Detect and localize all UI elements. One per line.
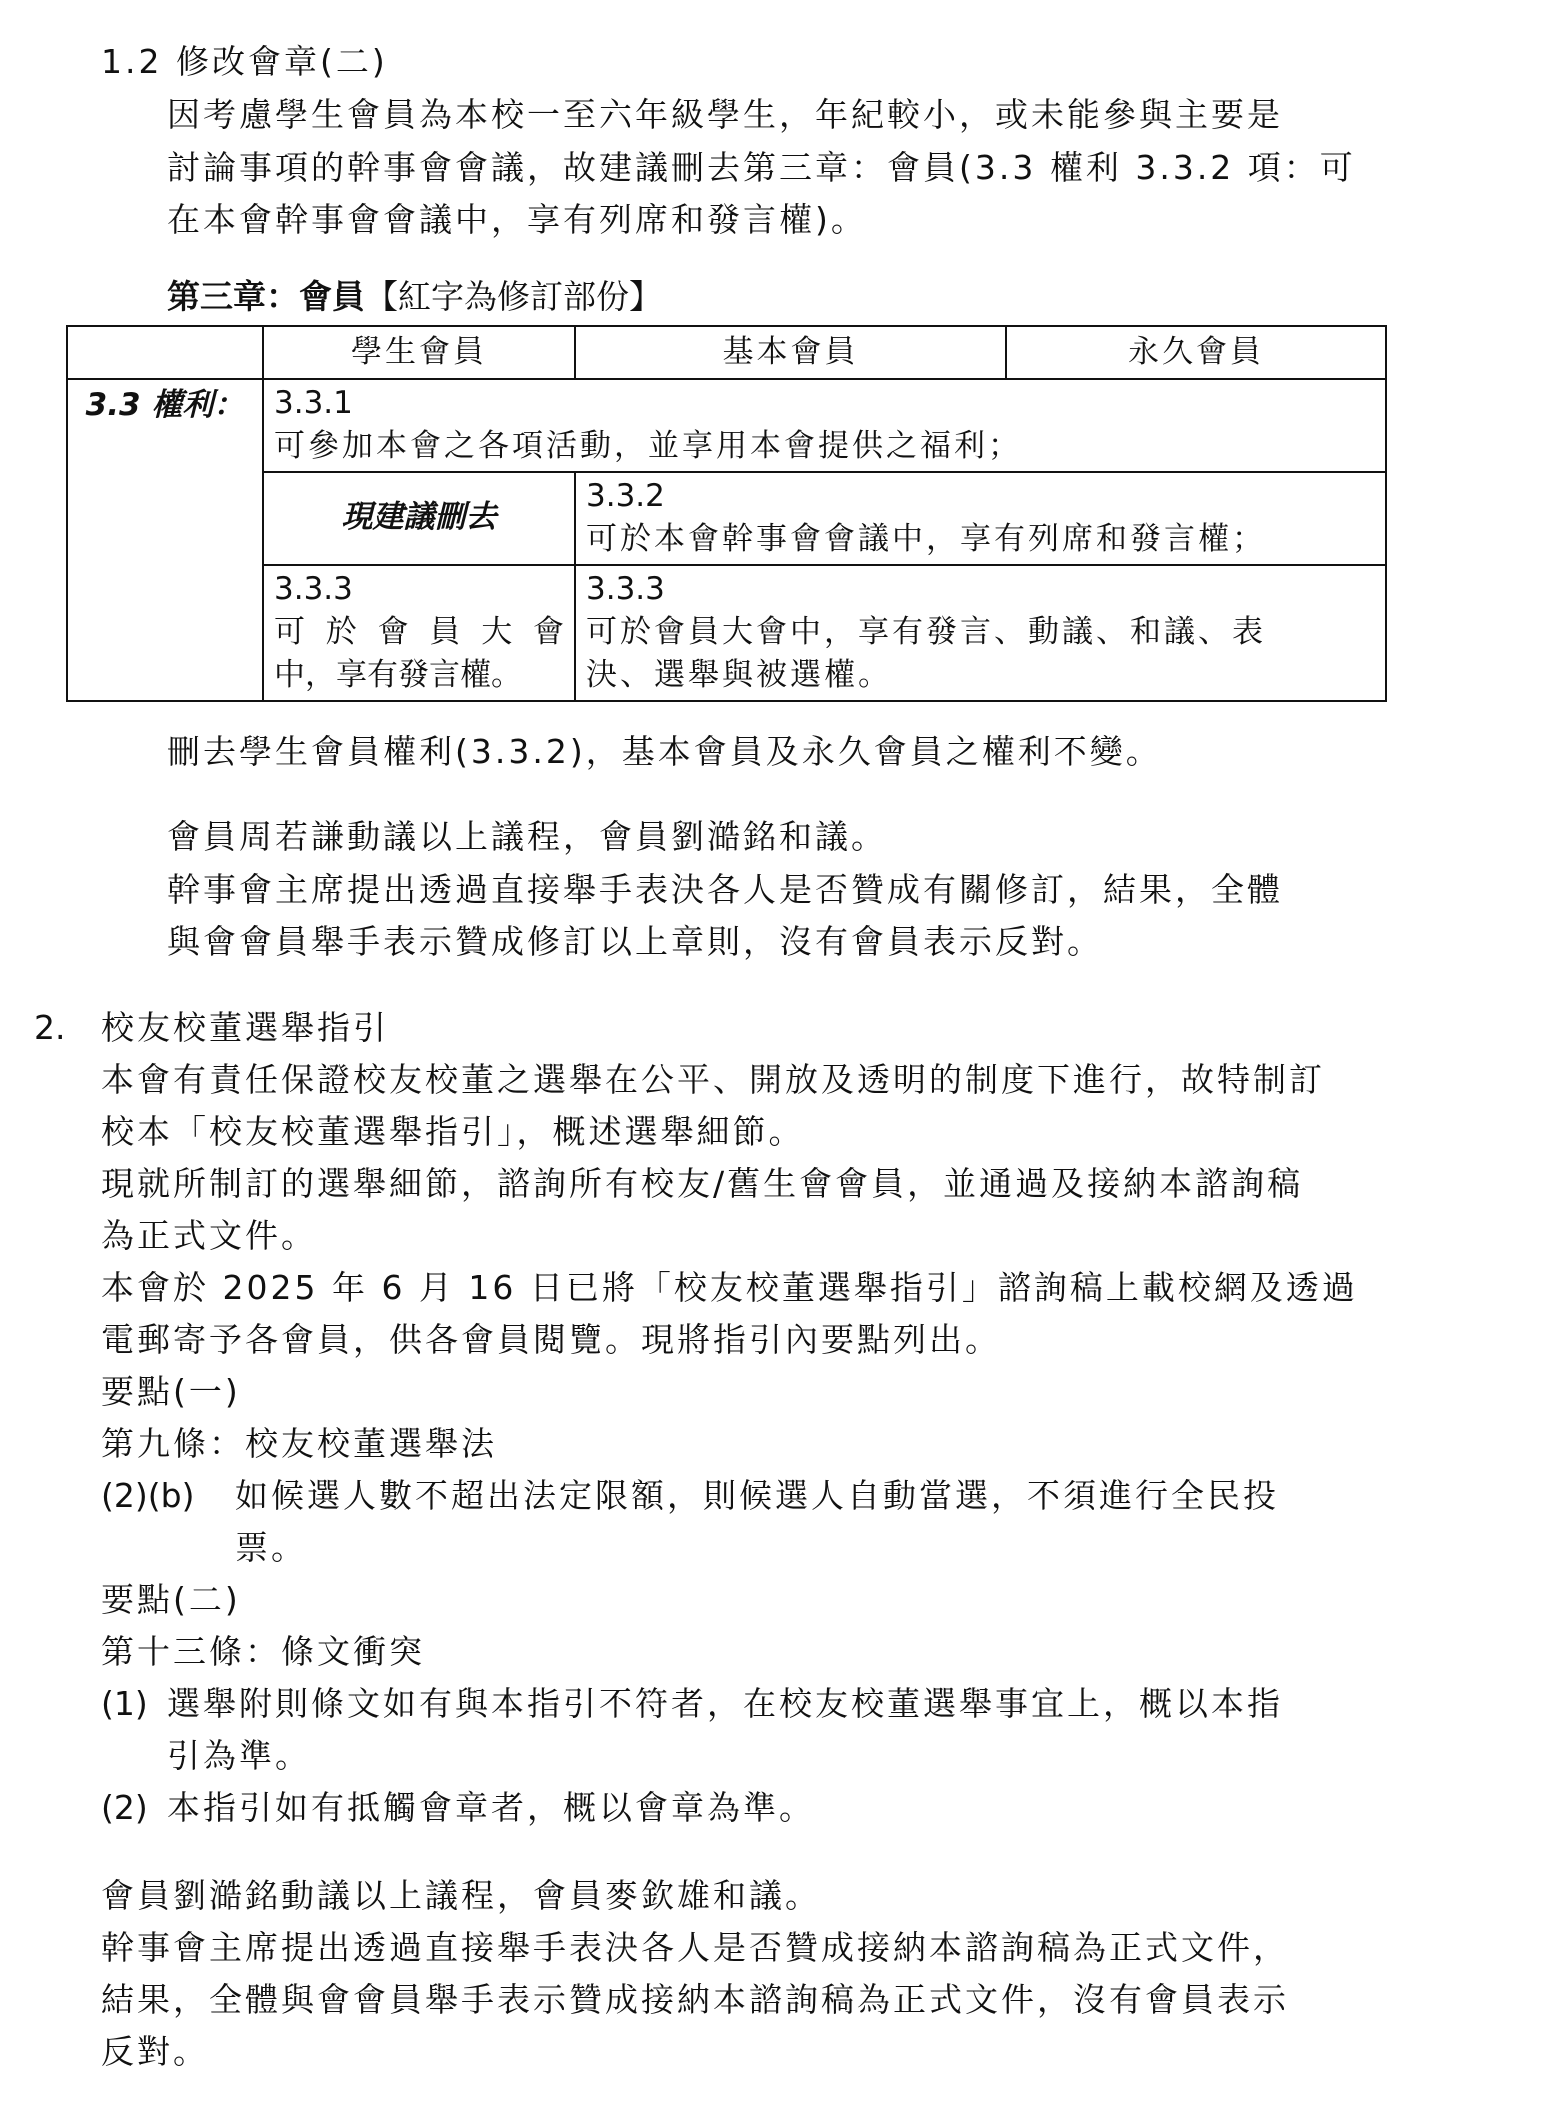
section-1-2-para-line: 討論事項的幹事會會議，故建議刪去第三章：會員(3.3 權利 3.3.2 項：可 — [167, 148, 1356, 187]
section-1-2-para-line: 在本會幹事會會議中，享有列席和發言權)。 — [167, 200, 867, 239]
article-9-heading: 第九條：校友校董選舉法 — [101, 1424, 497, 1463]
section-1-2-vote-line: 幹事會主席提出透過直接舉手表決各人是否贊成有關修訂，結果，全體 — [167, 870, 1283, 909]
clause-number: 3.3.3 — [274, 570, 353, 607]
section-1-2-vote-line: 與會會員舉手表示贊成修訂以上章則，沒有會員表示反對。 — [167, 922, 1103, 961]
article-13-item-1-label: (1) — [101, 1684, 148, 1723]
table-title — [167, 277, 662, 317]
point-1-heading: 要點(一) — [101, 1372, 241, 1411]
after-table-note: 刪去學生會員權利(3.3.2)，基本會員及永久會員之權利不變。 — [167, 732, 1162, 771]
article-13-heading: 第十三條：條文衝突 — [101, 1632, 425, 1671]
article-13-item-2-text: 本指引如有抵觸會章者，概以會章為準。 — [167, 1788, 815, 1827]
section-2-vote-line: 結果，全體與會會員舉手表示贊成接納本諮詢稿為正式文件，沒有會員表示 — [101, 1980, 1289, 2019]
clause-text: 可於會員大會 — [274, 613, 564, 650]
section-1-2-heading: 1.2 修改會章(二) — [101, 42, 388, 81]
clause-text: 可於會員大會中，享有發言、動議、和議、表 — [586, 613, 1266, 650]
section-2-title: 校友校董選舉指引 — [101, 1008, 389, 1047]
section-2-line: 校本「校友校董選舉指引」，概述選舉細節。 — [101, 1112, 805, 1151]
clause-number: 3.3.3 — [586, 570, 665, 607]
clause-text: 可於本會幹事會會議中，享有列席和發言權； — [586, 521, 1266, 558]
article-9-item-text: 如候選人數不超出法定限額，則候選人自動當選，不須進行全民投 — [235, 1476, 1279, 1515]
section-2-line: 本會於 2025 年 6 月 16 日已將「校友校董選舉指引」諮詢稿上載校網及透過 — [101, 1268, 1358, 1307]
section-2-number: 2. — [34, 1008, 66, 1047]
article-9-item-text: 票。 — [235, 1528, 307, 1567]
article-9-item-label: (2)(b) — [101, 1476, 195, 1515]
cell-3-3-2 — [575, 472, 1386, 565]
article-13-item-1-text: 選舉附則條文如有與本指引不符者，在校友校董選舉事宜上，概以本指 — [167, 1684, 1283, 1723]
cell-proposed-delete: 現建議刪去 — [263, 472, 575, 565]
row-label-rights: 3.3 權利： — [67, 379, 263, 701]
clause-text: 決、選舉與被選權。 — [586, 657, 892, 694]
section-2-vote-line: 反對。 — [101, 2032, 209, 2071]
section-2-vote-line: 幹事會主席提出透過直接舉手表決各人是否贊成接納本諮詢稿為正式文件， — [101, 1928, 1289, 1967]
table-row-3-3-1 — [67, 379, 1386, 472]
section-2-line: 現就所制訂的選舉細節，諮詢所有校友/舊生會會員，並通過及接納本諮詢稿 — [101, 1164, 1304, 1203]
table-header-basic: 基本會員 — [575, 326, 1006, 379]
chapter-3-members-table — [66, 325, 1387, 702]
table-header-row — [67, 326, 1386, 379]
section-2-line: 本會有責任保證校友校董之選舉在公平、開放及透明的制度下進行，故特制訂 — [101, 1060, 1325, 1099]
clause-text: 中，享有發言權。 — [274, 657, 522, 694]
section-2-line: 為正式文件。 — [101, 1216, 317, 1255]
point-2-heading: 要點(二) — [101, 1580, 241, 1619]
section-1-2-para-line: 因考慮學生會員為本校一至六年級學生，年紀較小，或未能參與主要是 — [167, 95, 1283, 134]
cell-3-3-3-student — [263, 565, 575, 701]
cell-3-3-3-basic-permanent — [575, 565, 1386, 701]
clause-number: 3.3.1 — [274, 385, 353, 421]
section-2-line: 電郵寄予各會員，供各會員閱覽。現將指引內要點列出。 — [101, 1320, 1001, 1359]
table-title-main: 第三章：會員 — [167, 277, 365, 316]
table-header-student: 學生會員 — [263, 326, 575, 379]
table-title-note: 【紅字為修訂部份】 — [365, 277, 662, 316]
clause-number: 3.3.2 — [586, 477, 665, 514]
table-header-empty — [67, 326, 263, 379]
article-13-item-1-text: 引為準。 — [167, 1736, 311, 1775]
table-header-permanent: 永久會員 — [1006, 326, 1386, 379]
section-2-motion: 會員劉澔銘動議以上議程，會員麥欽雄和議。 — [101, 1876, 821, 1915]
section-1-2-motion: 會員周若謙動議以上議程，會員劉澔銘和議。 — [167, 817, 887, 856]
article-13-item-2-label: (2) — [101, 1788, 148, 1827]
clause-text: 可參加本會之各項活動，並享用本會提供之福利； — [274, 428, 1022, 465]
table-row-3-3-3 — [67, 565, 1386, 701]
cell-3-3-1 — [263, 379, 1386, 472]
table-row-3-3-2 — [67, 472, 1386, 565]
